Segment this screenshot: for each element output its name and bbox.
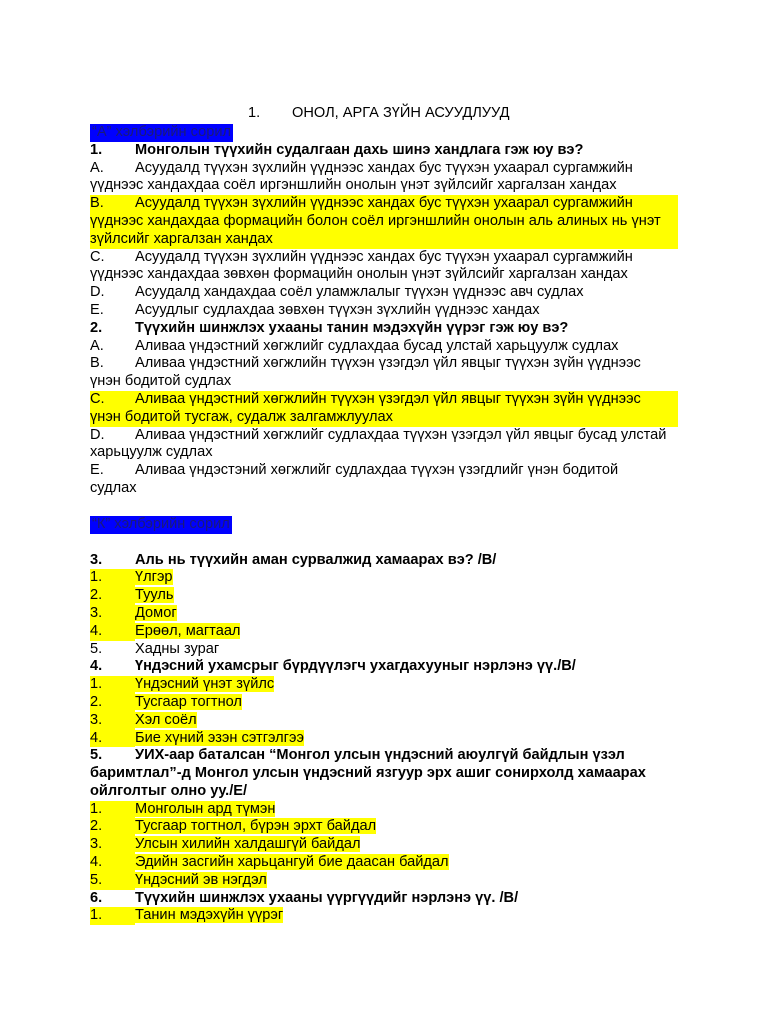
option-4-4 — [90, 730, 678, 748]
option-text: Ерөөл, магтаал — [135, 622, 241, 639]
option-4-2 — [90, 694, 678, 712]
option-2e — [90, 462, 678, 498]
question-6 — [90, 890, 678, 908]
question-number: 4. — [90, 658, 103, 675]
question-5 — [90, 747, 678, 800]
option-text: Үндэсний эв нэгдэл — [135, 871, 267, 888]
option-5-4 — [90, 854, 678, 872]
option-text-line: үүднээс хандахдаа формацийн болон соёл иргэншлийн онолын аль алиных нь үнэт — [90, 212, 661, 229]
option-text-line: Аливаа үндэстэний хөгжлийг судлахдаа түүхэн үзэгдлийг үнэн бодитой — [135, 462, 619, 479]
question-text: Түүхийн шинжлэх ухааны танин мэдэхүйн үүрэг гэж юу вэ? — [135, 319, 569, 336]
question-number: 2. — [90, 319, 103, 336]
option-5-2 — [90, 818, 678, 836]
option-text-line: үүднээс хандахдаа зөвхөн формацийн онолын үнэт зүйлсийг харгалзан хандах — [90, 266, 628, 283]
heading-title: ОНОЛ, АРГА ЗҮЙН АСУУДЛУУД — [292, 105, 510, 121]
question-text-line: УИХ-аар баталсан “Монгол улсын үндэсний аюулгүй байдлын үзэл — [135, 747, 625, 764]
option-marker: 1. — [90, 569, 135, 587]
option-text: Үндэсний үнэт зүйлс — [135, 676, 275, 693]
option-5-5 — [90, 872, 678, 890]
option-marker: D. — [90, 284, 105, 301]
question-4 — [90, 658, 678, 676]
question-1 — [90, 142, 678, 160]
option-4-1 — [90, 676, 678, 694]
question-text-line: баримтлал”-д Монгол улсын үндэсний язгуур эрх ашиг сонирхолд хамаарах — [90, 765, 646, 782]
option-text-line: Аливаа үндэстний хөгжлийг судлахдаа бусад улстай харьцуулж судлах — [135, 337, 619, 354]
option-3-4 — [90, 623, 678, 641]
option-text-line: Асуудалд хандахдаа соёл уламжлалыг түүхэн үүднээс авч судлах — [135, 284, 584, 301]
option-text: Хадны зураг — [135, 640, 220, 657]
option-1c — [90, 249, 678, 285]
option-text-line: үнэн бодитой тусгаж, судалж залгамжлуулах — [90, 408, 393, 425]
option-text-line: Асуудалд түүхэн зүхлийн үүднээс хандах бус түүхэн ухаарал сургамжийн — [135, 248, 633, 265]
question-number: 1. — [90, 141, 103, 158]
option-marker: 3. — [90, 712, 135, 730]
option-6-1 — [90, 907, 678, 925]
option-text-line: харьцуулж судлах — [90, 444, 213, 461]
option-marker: 1. — [90, 801, 135, 819]
option-text-line: Аливаа үндэстний хөгжлийг судлахдаа түүхэн үзэгдэл үйл явцыг бусад улстай — [135, 426, 667, 443]
option-3-5 — [90, 641, 678, 659]
option-marker: A. — [90, 159, 104, 176]
option-text: Үлгэр — [135, 569, 173, 586]
option-marker: E. — [90, 301, 104, 318]
question-text: Монголын түүхийн судалгаан дахь шинэ хандлага гэж юу вэ? — [135, 141, 584, 158]
option-marker: 5. — [90, 640, 103, 657]
option-marker: D. — [90, 426, 105, 443]
option-marker: 4. — [90, 854, 135, 872]
document-page — [90, 105, 678, 925]
section-tag-label: “А” хэлбэрийн сорил — [92, 124, 231, 140]
option-marker: B. — [90, 195, 104, 212]
option-marker: 3. — [90, 605, 135, 623]
question-text: Үндэсний ухамсрыг бүрдүүлэгч ухагдахууныг нэрлэнэ үү./B/ — [135, 658, 576, 675]
question-2 — [90, 320, 678, 338]
option-text: Хэл соёл — [135, 711, 197, 728]
option-text-line: Асуудалд түүхэн зүхлийн үүднээс хандах бус түүхэн ухаарал сургамжийн — [135, 159, 633, 176]
section-tag-k — [90, 516, 678, 534]
option-marker: A. — [90, 337, 104, 354]
question-number: 3. — [90, 551, 103, 568]
option-1b-highlighted — [90, 195, 678, 248]
option-text: Домог — [135, 604, 177, 621]
option-4-3 — [90, 712, 678, 730]
option-marker: 4. — [90, 623, 135, 641]
option-2a — [90, 338, 678, 356]
option-3-3 — [90, 605, 678, 623]
option-text: Танин мэдэхүйн үүрэг — [135, 907, 284, 924]
option-5-1 — [90, 801, 678, 819]
option-text-line: зүйлсийг харгалзан хандах — [90, 230, 273, 247]
option-1a — [90, 160, 678, 196]
option-marker: 2. — [90, 694, 135, 712]
heading-number: 1. — [248, 105, 261, 121]
option-2d — [90, 427, 678, 463]
option-marker: 4. — [90, 730, 135, 748]
option-text-line: Аливаа үндэстний хөгжлийн түүхэн үзэгдэл үйл явцыг түүхэн зүйн үүднээс — [135, 390, 641, 407]
option-marker: C. — [90, 390, 105, 407]
question-3 — [90, 552, 678, 570]
section-heading — [90, 105, 678, 123]
question-number: 6. — [90, 889, 103, 906]
option-text-line: Асуудлыг судлахдаа зөвхөн түүхэн зүхлийн үүднээс хандах — [135, 301, 540, 318]
question-text: Түүхийн шинжлэх ухааны үүргүүдийг нэрлэнэ үү. /B/ — [135, 889, 519, 906]
section-tag-label: “К” хэлбэрийн сорил — [92, 515, 230, 532]
option-text: Тууль — [135, 587, 174, 604]
question-number: 5. — [90, 747, 103, 764]
option-5-3 — [90, 836, 678, 854]
option-marker: 2. — [90, 818, 135, 836]
option-marker: 3. — [90, 836, 135, 854]
section-tag-a — [90, 124, 678, 142]
option-marker: E. — [90, 462, 104, 479]
option-marker: B. — [90, 355, 104, 372]
option-text-line: үүднээс хандахдаа соёл иргэншлийн онолын үнэт зүйлсийг харгалзан хандах — [90, 177, 617, 194]
option-text-line: Аливаа үндэстний хөгжлийн түүхэн үзэгдэл үйл явцыг түүхэн зүйн үүднээс — [135, 355, 641, 372]
option-text-line: Асуудалд түүхэн зүхлийн үүднээс хандах бус түүхэн ухаарал сургамжийн — [135, 195, 633, 212]
option-marker: 1. — [90, 907, 135, 925]
question-text-line: ойлголтыг олно уу./E/ — [90, 782, 248, 799]
option-marker: C. — [90, 248, 105, 265]
option-2b — [90, 355, 678, 391]
option-1e — [90, 302, 678, 320]
option-text: Бие хүний эзэн сэтгэлгээ — [135, 729, 304, 746]
option-text: Эдийн засгийн харьцангуй бие даасан байдал — [135, 854, 449, 871]
option-text-line: судлах — [90, 479, 137, 496]
option-text: Тусгаар тогтнол — [135, 693, 242, 710]
option-marker: 1. — [90, 676, 135, 694]
option-2c-highlighted — [90, 391, 678, 427]
question-text: Аль нь түүхийн аман сурвалжид хамаарах вэ? /B/ — [135, 551, 497, 568]
option-marker: 5. — [90, 872, 135, 890]
option-3-2 — [90, 587, 678, 605]
option-3-1 — [90, 569, 678, 587]
option-text: Монголын ард түмэн — [135, 800, 276, 817]
option-marker: 2. — [90, 587, 135, 605]
option-1d — [90, 284, 678, 302]
option-text: Тусгаар тогтнол, бүрэн эрхт байдал — [135, 818, 377, 835]
option-text: Улсын хилийн халдашгүй байдал — [135, 836, 361, 853]
option-text-line: үнэн бодитой судлах — [90, 373, 232, 390]
